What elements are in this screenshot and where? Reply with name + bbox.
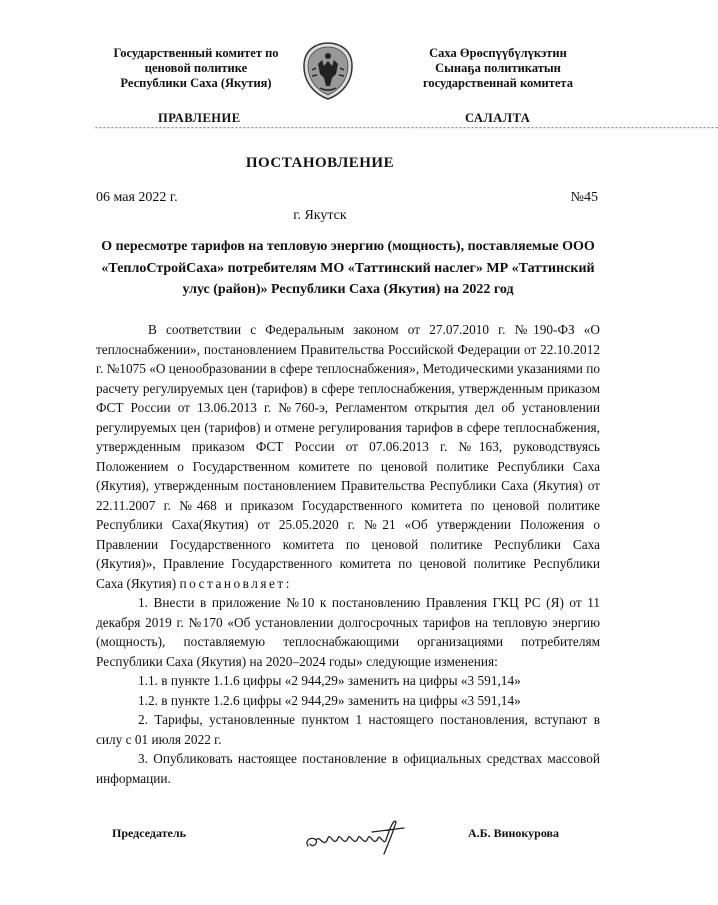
coat-of-arms-icon xyxy=(300,40,356,102)
org-ru-line-1: Государственный комитет по xyxy=(113,46,279,60)
preamble-paragraph xyxy=(96,320,600,593)
organization-name-sah xyxy=(398,46,598,91)
organization-name-ru xyxy=(96,46,296,91)
item-3: 3. Опубликовать настоящее постановление в официальных средствах массовой информации. xyxy=(96,751,600,786)
org-ru-line-2: ценовой политике xyxy=(144,61,248,75)
item-2: 2. Тарифы, установленные пунктом 1 настоящего постановления, вступают в силу с 01 июля 2022 г. xyxy=(96,712,600,747)
org-sah-line-1: Саха Өрөспүүбүлүкэтин xyxy=(429,46,567,60)
department-label-ru: ПРАВЛЕНИЕ xyxy=(158,111,241,125)
org-sah-line-3: государственнай комитета xyxy=(423,76,573,90)
document-type-title: ПОСТАНОВЛЕНИЕ xyxy=(245,155,395,171)
item-1: 1. Внести в приложение №10 к постановлению Правления ГКЦ РС (Я) от 11 декабря 2019 г. №170 «Об установлении долгосрочных тарифов на тепловую энергию (мощность), поставляемую теплоснабжающими организациями потребителям Республики Саха (Якутия) на 2020–2024 годы» следующие изменения: xyxy=(96,595,600,669)
item-1-1: 1.1. в пункте 1.1.6 цифры «2 944,29» заменить на цифры «3 591,14» xyxy=(138,673,521,688)
document-number: №45 xyxy=(570,190,598,205)
handwritten-signature xyxy=(300,810,416,860)
org-sah-line-2: Сынаҕа политикатын xyxy=(435,61,561,75)
signer-name: А.Б. Винокурова xyxy=(468,826,560,840)
resolves-keyword: постановляет: xyxy=(179,575,292,591)
document-city: г. Якутск xyxy=(293,208,347,223)
item-1-2: 1.2. в пункте 1.2.6 цифры «2 944,29» заменить на цифры «3 591,14» xyxy=(138,692,521,708)
signer-title: Председатель xyxy=(112,826,186,840)
preamble-text: В соответствии с Федеральным законом от 27.07.2010 г. №190-ФЗ «О теплоснабжении», постановлением Правительства Российской Федерации от 22.10.2012 г. №1075 «О ценообразовании в сфере теплоснабжения», Методическими указаниями по расчету регулируемых цен (тарифов) в сфере теплоснабжения, утвержденным приказом ФСТ России от 13.06.2013 г. №760-э, Регламентом открытия дел об установлении регулируемых цен (тарифов) и отмене регулирования тарифов в сфере теплоснабжения, утвержденным приказом ФСТ России от 07.06.2013 г. №163, руководствуясь Положением о Государственном комитете по ценовой политике Республики Саха (Якутия), утвержденным постановлением Правительства Республики Саха (Якутия) от 22.11.2007 г. №468 и приказом Государственного комитета по ценовой политике Республики Саха(Якутия) от 25.05.2020 г. №21 «Об утверждении Положения о Правлении Государственного комитета по ценовой политике Республики Саха (Якутия)», Правление Государственного комитета по ценовой политике Республики Саха (Якутия) xyxy=(96,322,600,591)
org-ru-line-3: Республики Саха (Якутия) xyxy=(120,76,272,90)
document-date: 06 мая 2022 г. xyxy=(96,190,178,205)
header-divider: ------------------------------------------------------------------------------------------------------------------------------------------------------------ xyxy=(94,124,718,133)
document-body xyxy=(96,320,600,788)
department-label-sah: САЛАЛТА xyxy=(465,111,531,125)
document-subject: О пересмотре тарифов на тепловую энергию (мощность), поставляемые ООО «ТеплоСтройСаха» потребителям МО «Таттинский наслег» МР «Таттинский улус (район)» Республики Саха (Якутия) на 2022 год xyxy=(101,239,595,297)
